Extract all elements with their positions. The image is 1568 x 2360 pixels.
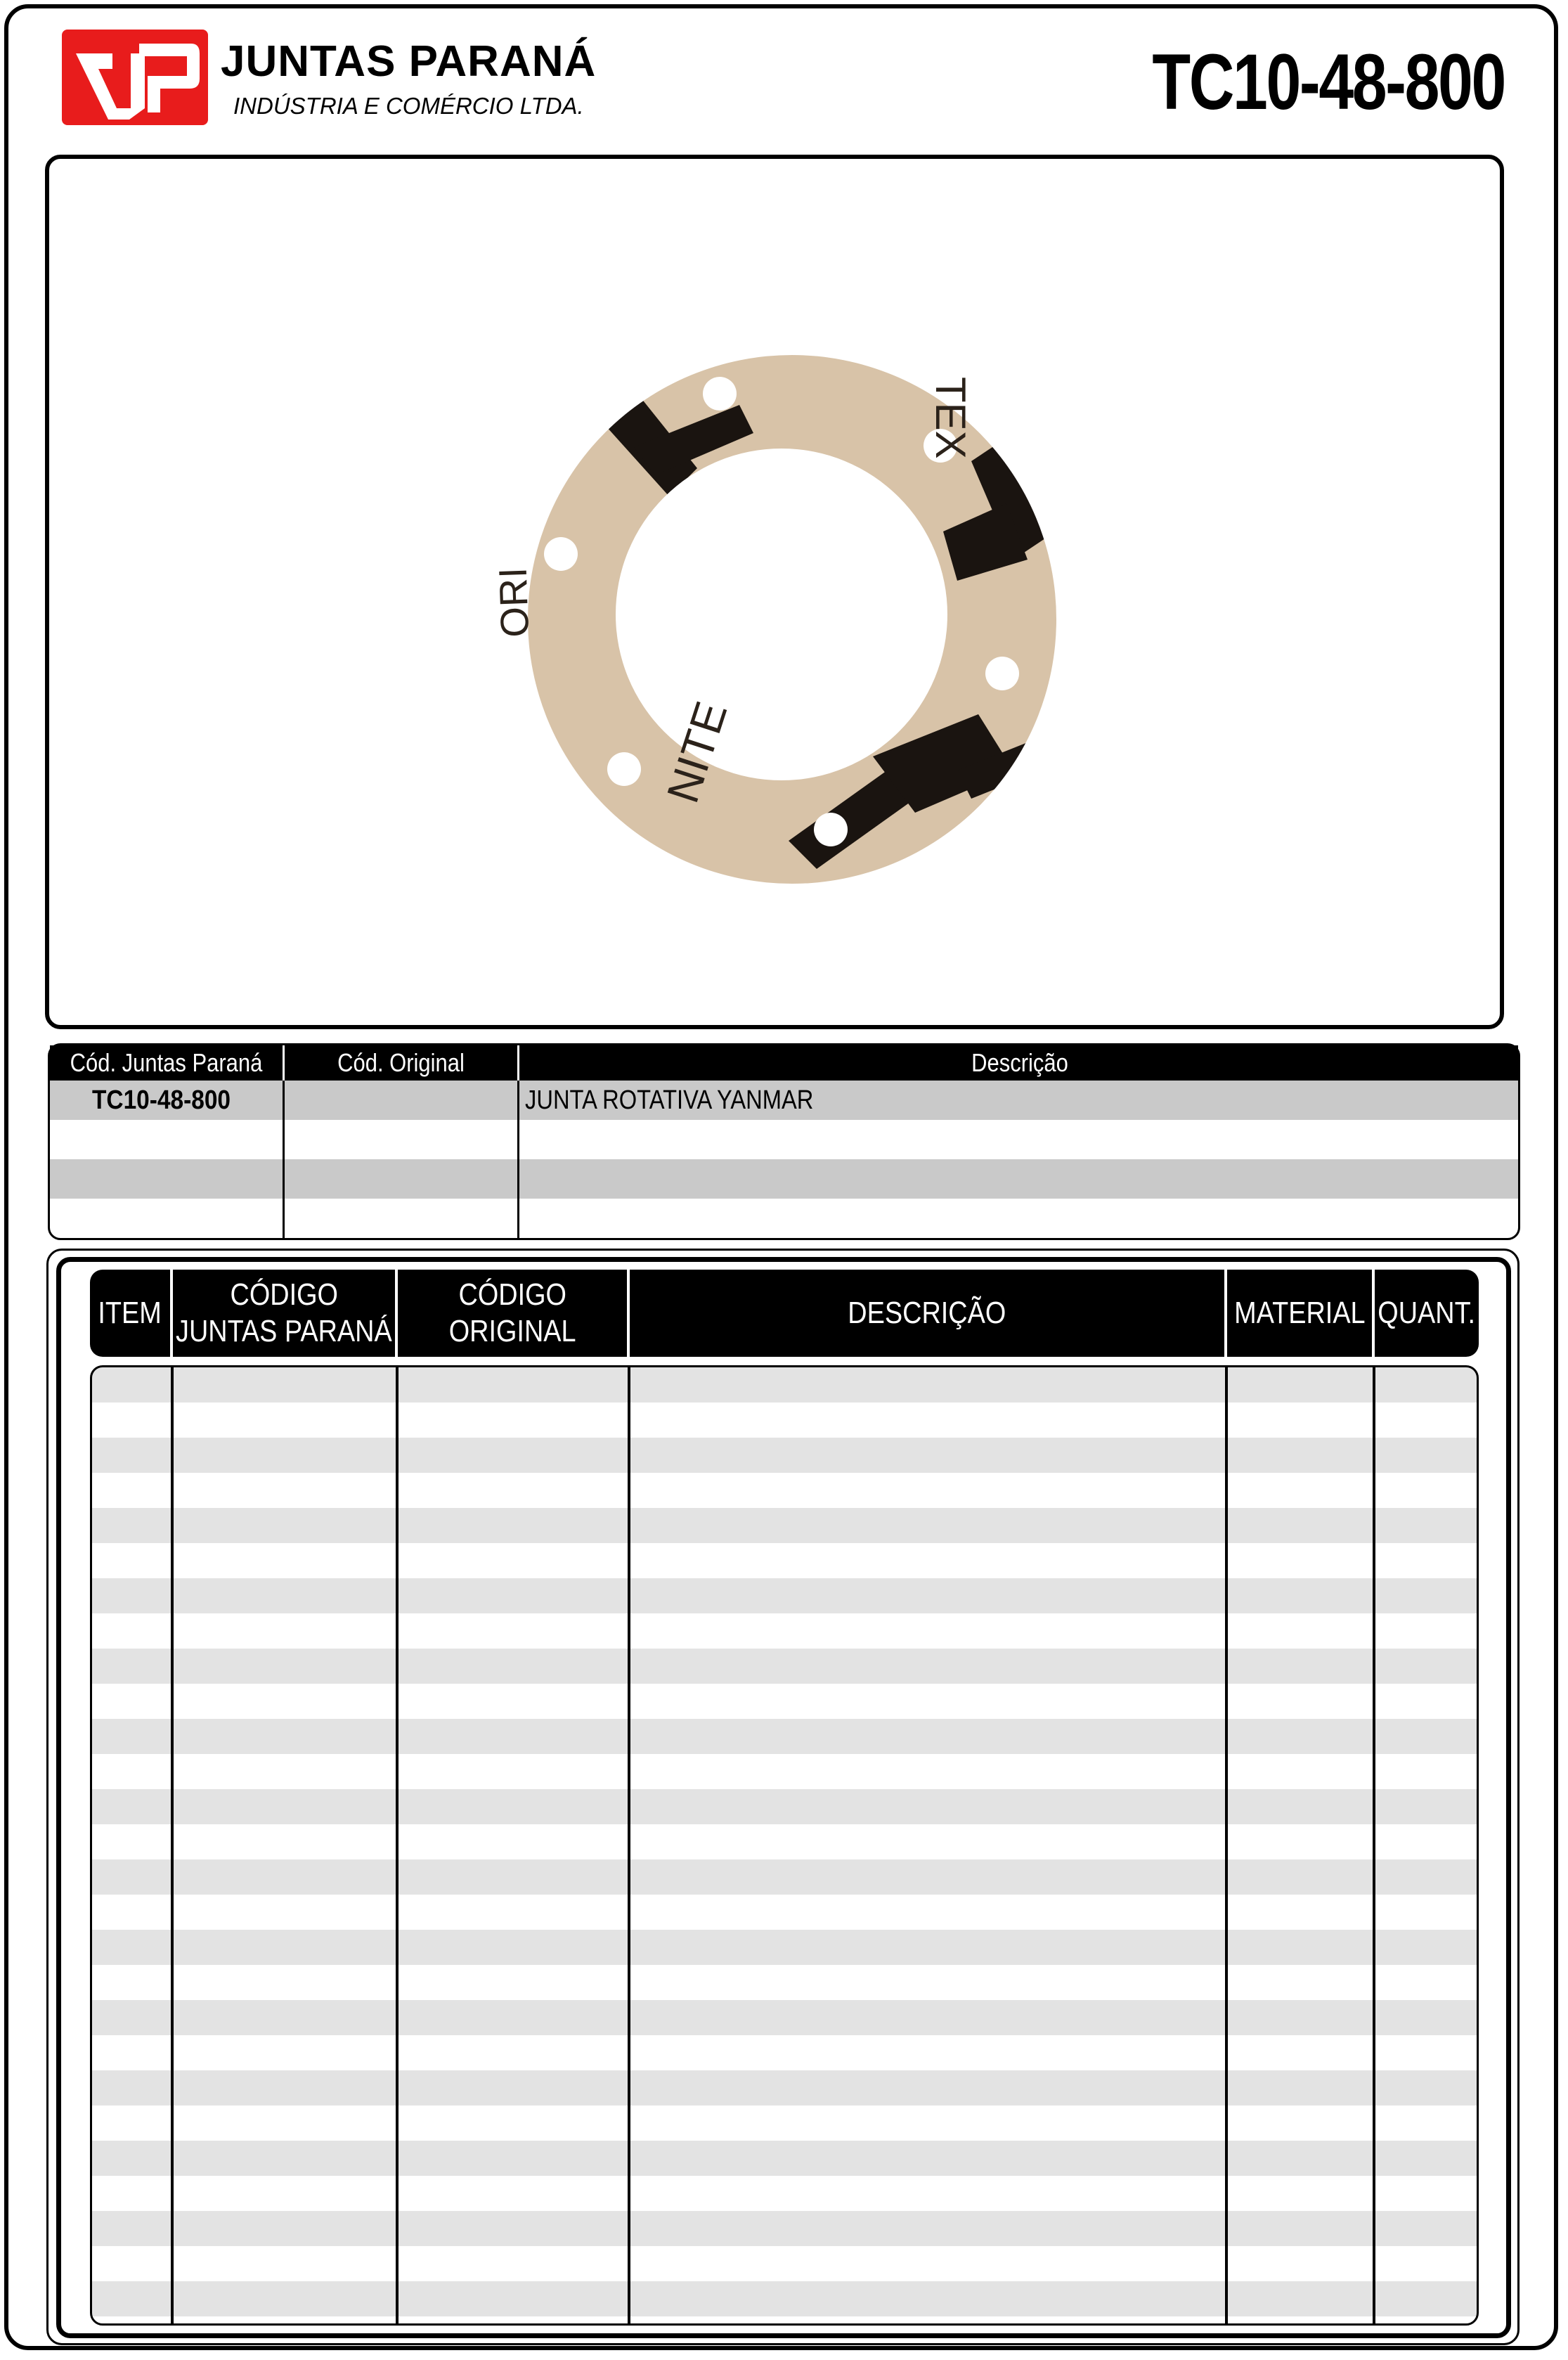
body-column-divider [628,1367,630,2323]
info-row [50,1120,1518,1159]
body-column-divider [1373,1367,1375,2323]
body-column-divider [171,1367,174,2323]
info-row [50,1199,1518,1238]
info-table [48,1043,1520,1240]
col-header-quant-label: QUANT. [1378,1296,1476,1330]
col-header-descricao-label: DESCRIÇÃO [848,1296,1006,1330]
col-header-quant [1375,1270,1479,1357]
col-header-item [90,1270,170,1357]
info-header-divider [517,1045,519,1081]
col-header-cod-juntas: Cód. Juntas Paraná [70,1048,263,1077]
gasket-print-nite: NITE [656,695,737,809]
col-header-cod-original: Cód. Original [337,1048,465,1077]
parts-table-header [90,1270,1479,1357]
info-cell-cod-juntas: TC10-48-800 [92,1085,231,1115]
info-cell-descricao: JUNTA ROTATIVA YANMAR [525,1085,814,1115]
product-photo-box [45,155,1504,1029]
parts-table-body [90,1365,1479,2326]
col-header-material [1227,1270,1372,1357]
col-header-codigo-original-line2: ORIGINAL [448,1314,576,1348]
body-column-divider [396,1367,399,2323]
info-header-divider [283,1045,285,1081]
juntas-parana-logo [62,30,208,125]
col-header-codigo-juntas [173,1270,395,1357]
info-table-header [50,1045,1518,1081]
info-row [50,1159,1518,1199]
gasket-print-ori: ORI [490,567,537,638]
col-header-codigo-original-line1: CÓDIGO [458,1277,566,1312]
body-column-divider [1225,1367,1228,2323]
gasket-print-tex: TEX [927,377,974,459]
document-code: TC10-48-800 [1152,38,1505,126]
gasket-image [490,349,1063,890]
info-row [50,1081,1518,1120]
col-header-item-label: ITEM [98,1296,162,1330]
col-header-codigo-juntas-line1: CÓDIGO [230,1277,338,1312]
col-header-codigo-original [398,1270,627,1357]
col-header-material-label: MATERIAL [1233,1296,1366,1330]
col-header-codigo-juntas-line2: JUNTAS PARANÁ [176,1314,392,1348]
col-header-descricao: Descrição [971,1048,1068,1077]
brand-name: JUNTAS PARANÁ [221,37,597,86]
brand-subtitle: INDÚSTRIA E COMÉRCIO LTDA. [233,93,584,119]
col-header-descricao [630,1270,1224,1357]
